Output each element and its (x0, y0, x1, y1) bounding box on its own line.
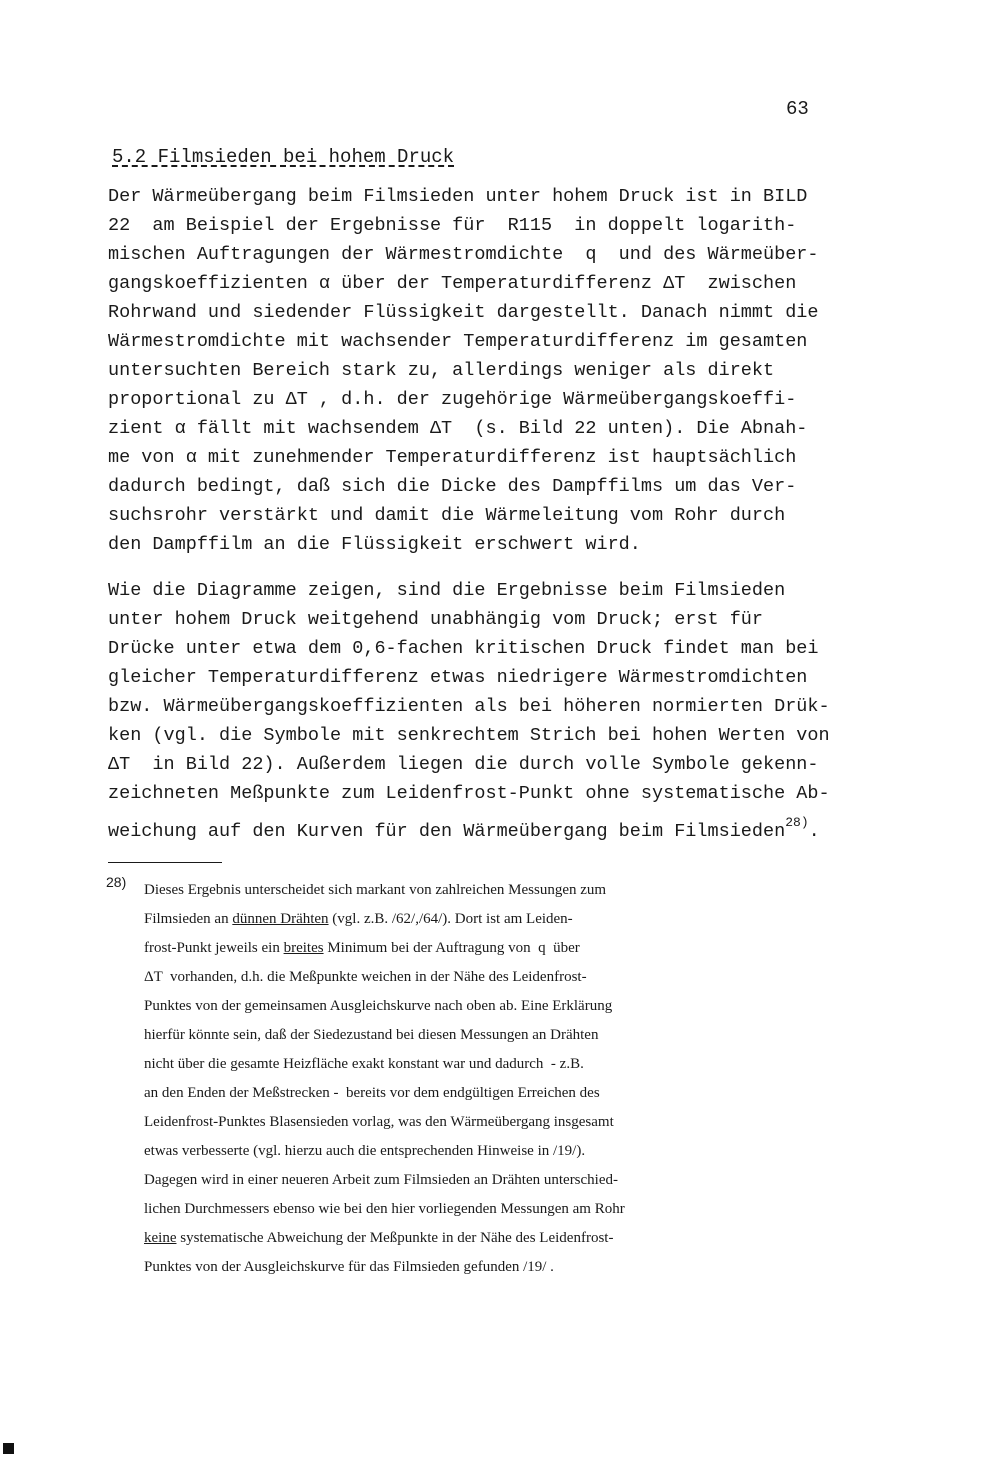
footnote-line: Punktes von der gemeinsamen Ausgleichskurve nach oben ab. Eine Erklärung (144, 998, 613, 1014)
text-line: den Dampffilm an die Flüssigkeit erschwert wird. (108, 534, 641, 555)
text-line: zeichneten Meßpunkte zum Leidenfrost-Punkt ohne systematische Ab- (108, 783, 830, 804)
text-line: proportional zu ΔT , d.h. der zugehörige Wärmeübergangskoeffi- (108, 389, 797, 410)
text-fragment: systematische Abweichung der Meßpunkte in der Nähe des Leidenfrost- (176, 1230, 614, 1246)
footnote-line: etwas verbesserte (vgl. hierzu auch die entsprechenden Hinweise in /19/). (144, 1143, 586, 1159)
text-fragment: Minimum bei der Auftragung von q über (323, 940, 580, 956)
footnote-line (144, 1224, 844, 1253)
text-line: untersuchten Bereich stark zu, allerdings weniger als direkt (108, 360, 775, 381)
footnote-line: nicht über die gesamte Heizfläche exakt konstant war und dadurch - z.B. (144, 1056, 584, 1072)
text-line: dadurch bedingt, daß sich die Dicke des Dampffilms um das Ver- (108, 476, 797, 497)
text-line: gangskoeffizienten α über der Temperaturdifferenz ΔT zwischen (108, 273, 797, 294)
text-line: ken (vgl. die Symbole mit senkrechtem Strich bei hohen Werten von (108, 725, 830, 746)
text-fragment: . (808, 821, 820, 842)
underlined-text: dünnen Drähten (232, 911, 329, 927)
text-line: me von α mit zunehmender Temperaturdifferenz ist hauptsächlich (108, 447, 797, 468)
footnote-line: ΔT vorhanden, d.h. die Meßpunkte weichen in der Nähe des Leidenfrost- (144, 969, 587, 985)
text-line: gleicher Temperaturdifferenz etwas niedrigere Wärmestromdichten (108, 667, 808, 688)
footnote-line: lichen Durchmessers ebenso wie bei den hier vorliegenden Messungen am Rohr (144, 1201, 625, 1217)
text-fragment: (vgl. z.B. /62/,/64/). Dort ist am Leiden- (328, 911, 573, 927)
footnote-line: Dagegen wird in einer neueren Arbeit zum Filmsieden an Drähten unterschied- (144, 1172, 619, 1188)
text-fragment: frost-Punkt jeweils ein (144, 940, 284, 956)
text-line: zient α fällt mit wachsendem ΔT (s. Bild 22 unten). Die Abnah- (108, 418, 808, 439)
text-fragment: Filmsieden an (144, 911, 233, 927)
text-line: Der Wärmeübergang beim Filmsieden unter hohem Druck ist in BILD (108, 186, 808, 207)
paragraph-1 (108, 182, 848, 559)
paragraph-2 (108, 576, 848, 842)
footnote-reference[interactable]: 28) (785, 815, 809, 830)
text-line: ΔT in Bild 22). Außerdem liegen die durch volle Symbole gekenn- (108, 754, 819, 775)
footnote-line: an den Enden der Meßstrecken - bereits vor dem endgültigen Erreichen des (144, 1085, 600, 1101)
text-line: Rohrwand und siedender Flüssigkeit dargestellt. Danach nimmt die (108, 302, 819, 323)
footnote-divider (108, 862, 222, 863)
text-line-last (108, 808, 848, 842)
page-number: 63 (786, 98, 809, 120)
section-heading: 5.2 Filmsieden bei hohem Druck (112, 146, 455, 168)
text-line: suchsrohr verstärkt und damit die Wärmeleitung vom Rohr durch (108, 505, 786, 526)
footnote-line: hierfür könnte sein, daß der Siedezustand bei diesen Messungen an Drähten (144, 1027, 599, 1043)
footnote-line (144, 934, 844, 963)
text-line: Drücke unter etwa dem 0,6-fachen kritischen Druck findet man bei (108, 638, 819, 659)
text-line: bzw. Wärmeübergangskoeffizienten als bei höheren normierten Drük- (108, 696, 830, 717)
footnote-mark: 28) (106, 874, 127, 890)
footnote-line (144, 905, 844, 934)
text-line: mischen Auftragungen der Wärmestromdichte q und des Wärmeüber- (108, 244, 819, 265)
scan-mark (3, 1443, 14, 1454)
footnote (144, 876, 844, 1282)
text-fragment: weichung auf den Kurven für den Wärmeübergang beim Filmsieden (108, 821, 786, 842)
footnote-line: Dieses Ergebnis unterscheidet sich markant von zahlreichen Messungen zum (144, 882, 607, 898)
text-line: unter hohem Druck weitgehend unabhängig vom Druck; erst für (108, 609, 764, 630)
underlined-text: breites (283, 940, 324, 956)
text-line: Wärmestromdichte mit wachsender Temperaturdifferenz im gesamten (108, 331, 808, 352)
text-line: Wie die Diagramme zeigen, sind die Ergebnisse beim Filmsieden (108, 580, 786, 601)
footnote-line: Leidenfrost-Punktes Blasensieden vorlag, was den Wärmeübergang insgesamt (144, 1114, 614, 1130)
underlined-text: keine (144, 1230, 177, 1246)
footnote-line: Punktes von der Ausgleichskurve für das Filmsieden gefunden /19/ . (144, 1259, 554, 1275)
text-line: 22 am Beispiel der Ergebnisse für R115 in doppelt logarith- (108, 215, 797, 236)
